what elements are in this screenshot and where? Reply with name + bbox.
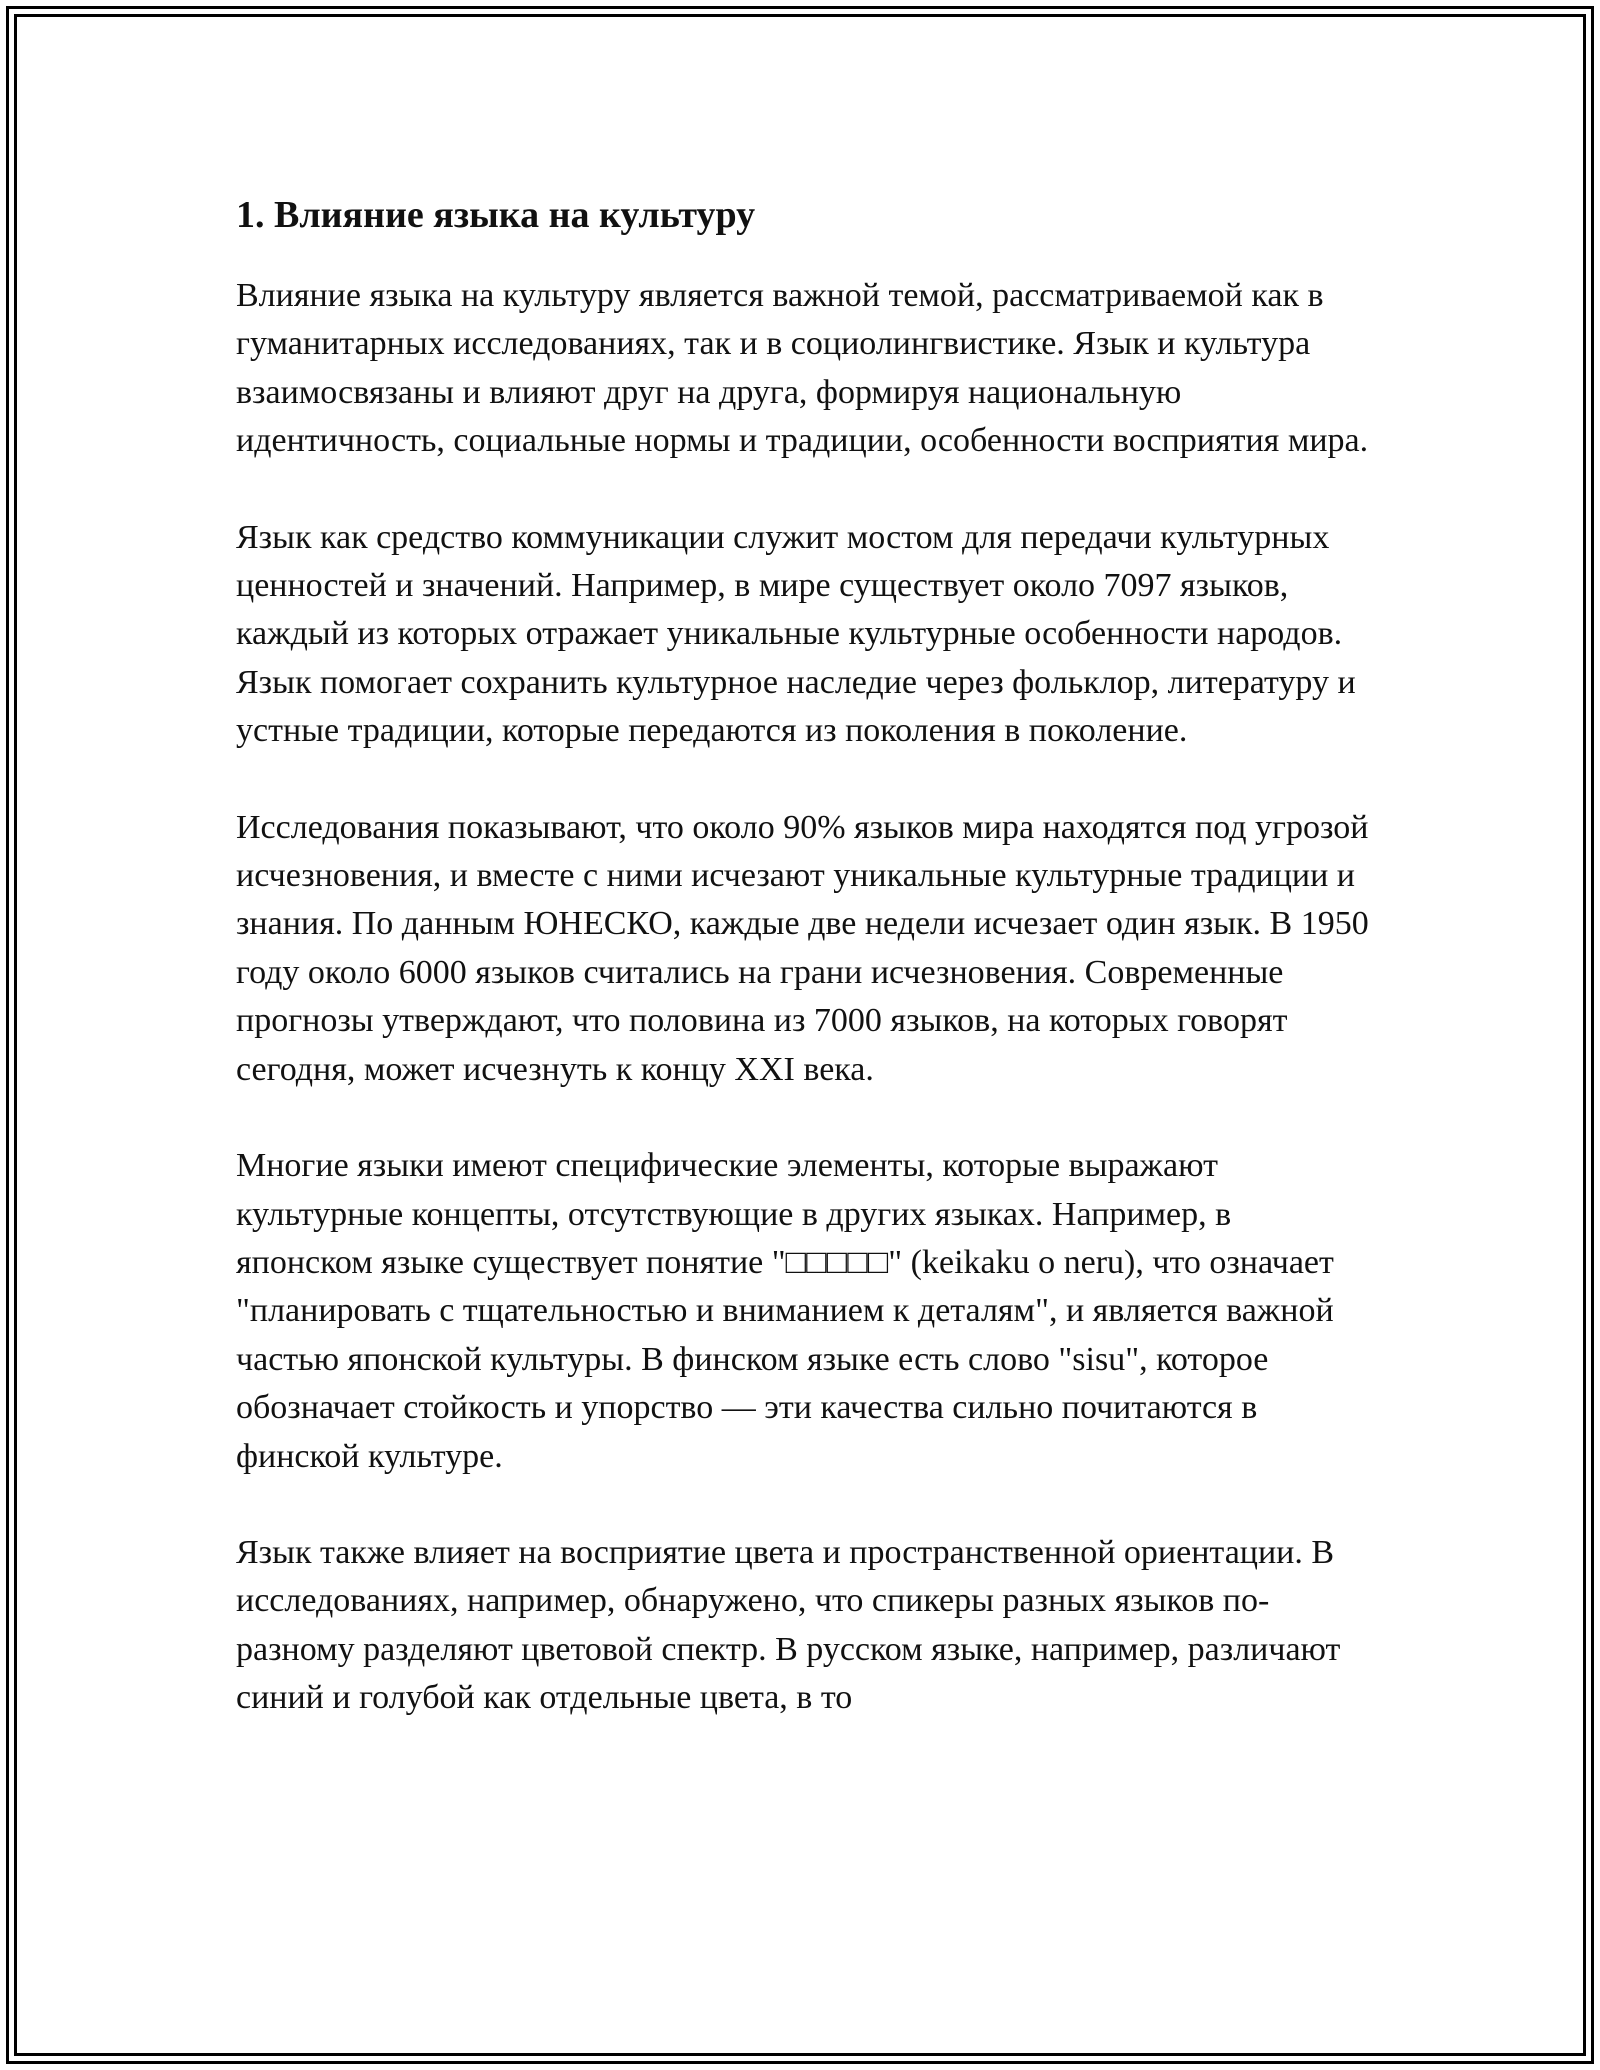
paragraph-4: Многие языки имеют специфические элементы, которые выражают культурные концепты, отсутствующие в других языках. Например, в японском языке существует понятие "□□□□□" (keikaku o neru), что означает "планировать с тщательностью и вниманием к деталям", и является важной частью японской культуры. В финском языке есть слово "sisu", которое обозначает стойкость и упорство — эти качества сильно почитаются в финской культуре. xyxy=(236,1147,1334,1475)
document-body xyxy=(236,180,1371,1771)
paragraph-5: Язык также влияет на восприятие цвета и пространственной ориентации. В исследованиях, например, обнаружено, что спикеры разных языков по-разному разделяют цветовой спектр. В русском языке, например, различают синий и голубой как отдельные цвета, в то xyxy=(236,1533,1341,1717)
section-heading: 1. Влияние языка на культуру xyxy=(236,194,756,236)
paragraph-3: Исследования показывают, что около 90% языков мира находятся под угрозой исчезновения, и вместе с ними исчезают уникальные культурные традиции и знания. По данным ЮНЕСКО, каждые две недели исчезает один язык. В 1950 году около 6000 языков считались на грани исчезновения. Современные прогнозы утверждают, что половина из 7000 языков, на которых говорят сегодня, может исчезнуть к концу XXI века. xyxy=(236,808,1369,1088)
paragraph-1: Влияние языка на культуру является важной темой, рассматриваемой как в гуманитарных исследованиях, так и в социолингвистике. Язык и культура взаимосвязаны и влияют друг на друга, формируя национальную идентичность, социальные нормы и традиции, особенности восприятия мира. xyxy=(236,277,1369,460)
paragraph-2: Язык как средство коммуникации служит мостом для передачи культурных ценностей и значений. Например, в мире существует около 7097 языков, каждый из которых отражает уникальные культурные особенности народов. Язык помогает сохранить культурное наследие через фольклор, литературу и устные традиции, которые передаются из поколения в поколение. xyxy=(236,518,1356,750)
